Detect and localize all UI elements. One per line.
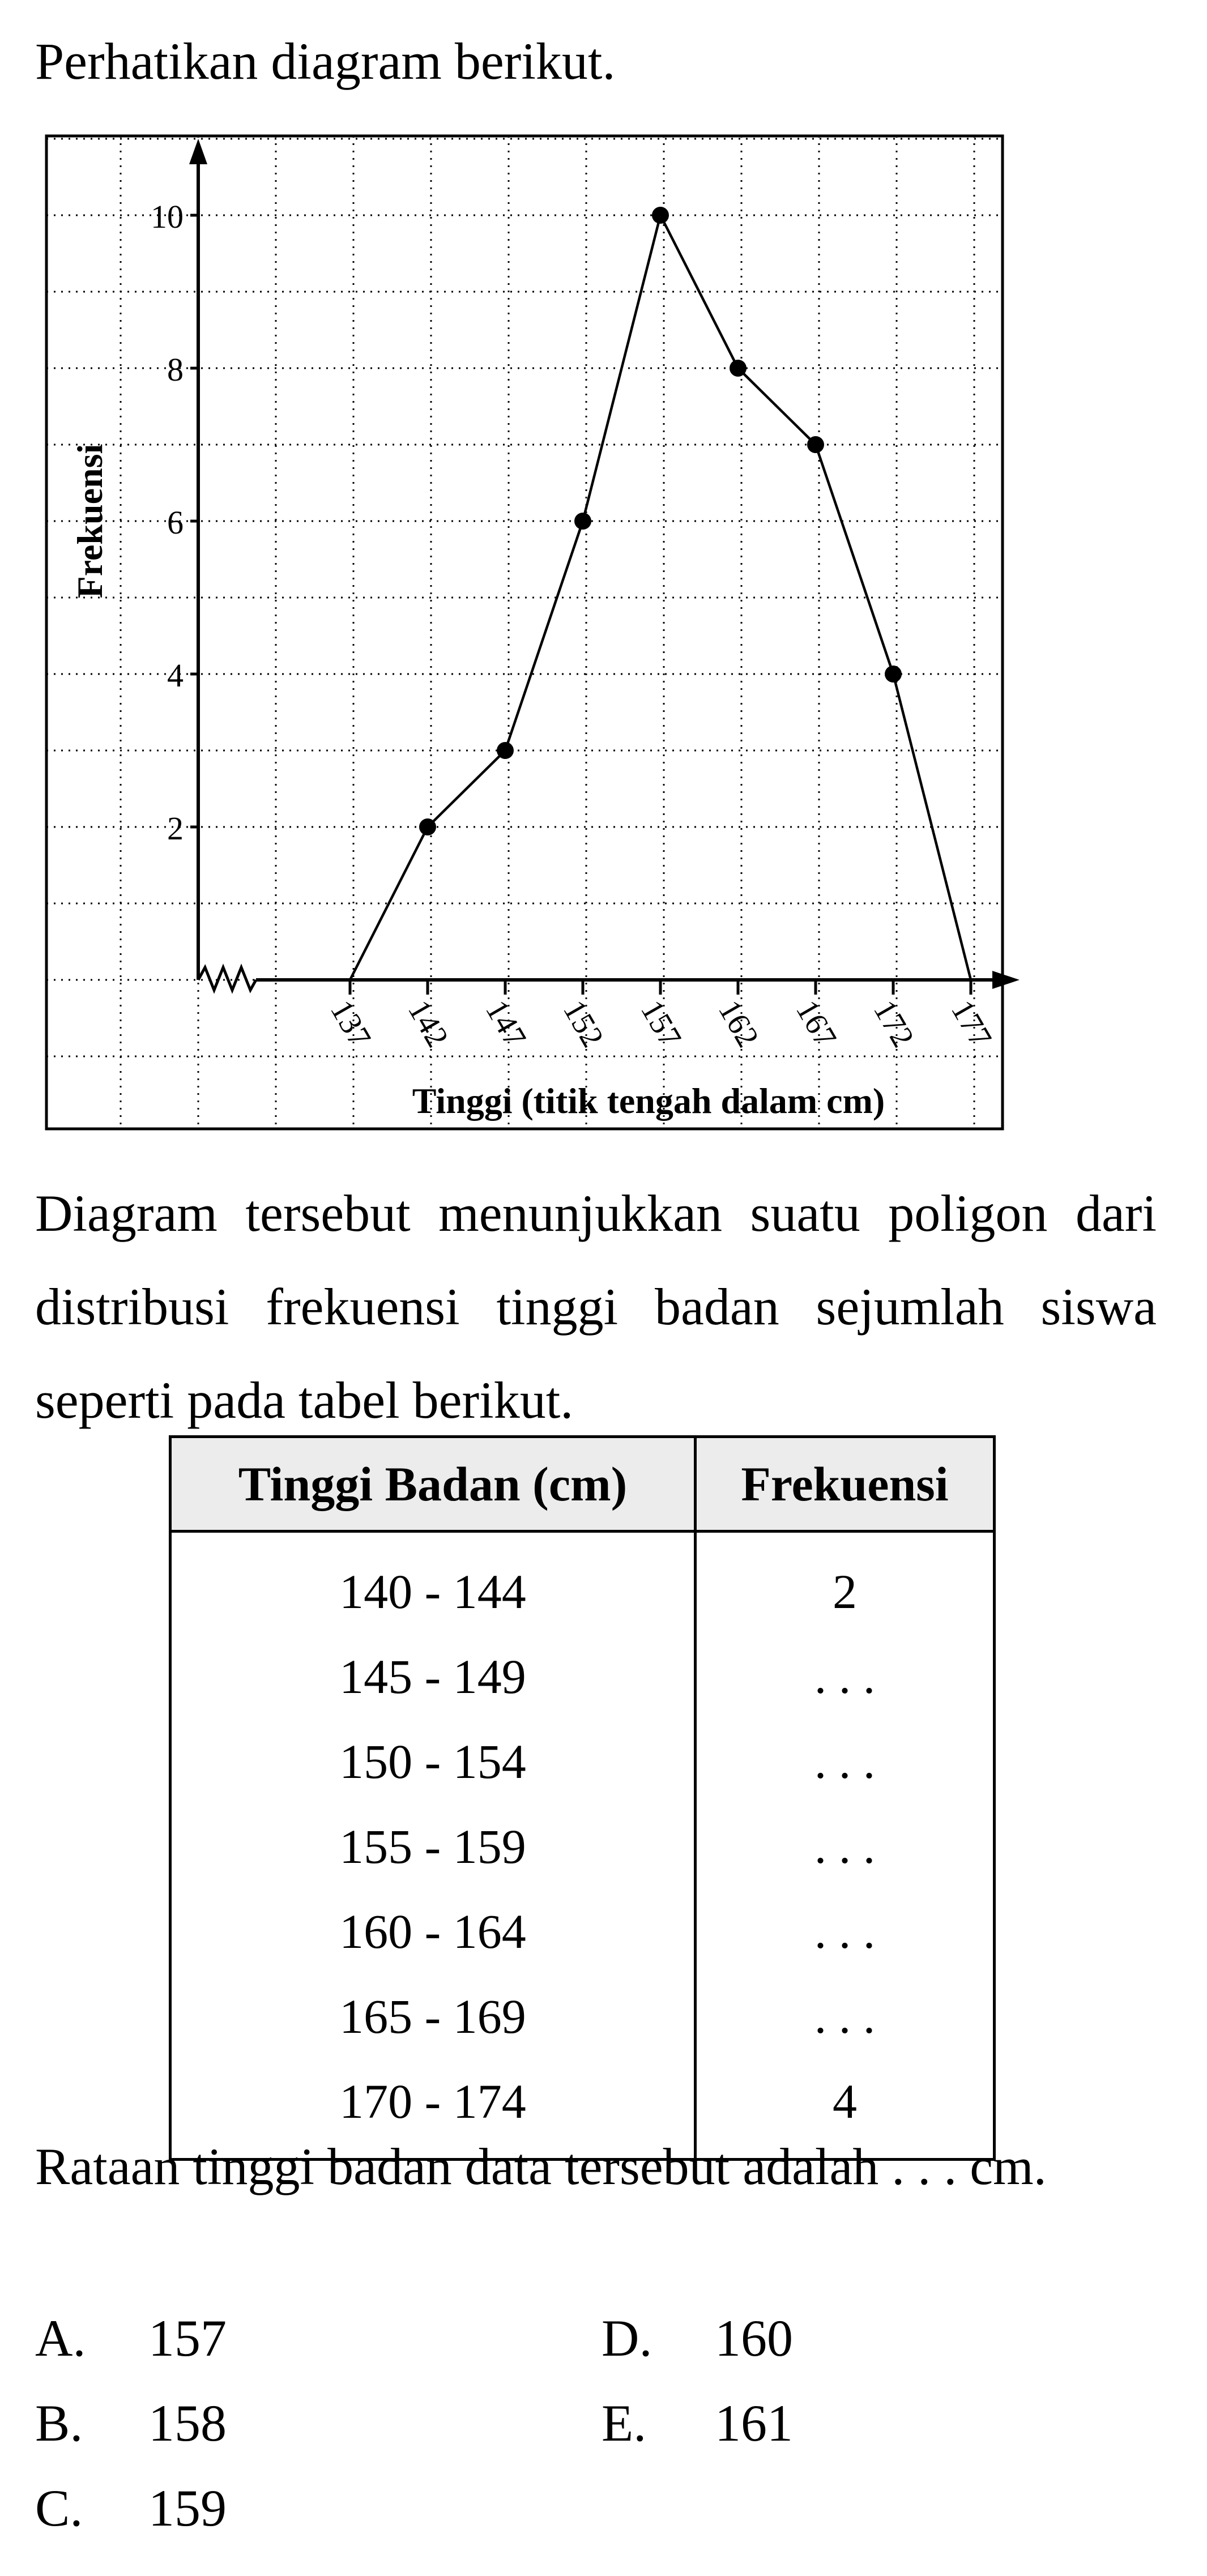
- x-axis-arrow: [992, 971, 1020, 989]
- series-line-segment: [816, 445, 893, 674]
- table-row: [170, 1719, 995, 1804]
- table-cell-frequency: 4: [696, 2059, 995, 2160]
- series-line-segment: [505, 521, 583, 750]
- data-point: [497, 742, 514, 759]
- table-cell-frequency: . . .: [696, 1719, 995, 1804]
- series-line-segment: [660, 215, 738, 368]
- data-point: [730, 360, 747, 377]
- table-cell-height: 150 - 154: [170, 1719, 696, 1804]
- description-text: Diagram tersebut menunjukkan suatu poligon dari distribusi frekuensi tinggi badan sejumlah siswa seperti pada tabel berikut.: [35, 1184, 1157, 1429]
- data-point: [807, 436, 824, 453]
- frequency-table: [169, 1435, 996, 2161]
- y-axis-arrow: [189, 139, 207, 164]
- x-tick-label: 147: [479, 994, 533, 1054]
- x-tick-label: 142: [401, 994, 455, 1054]
- option-d[interactable]: [602, 2309, 793, 2367]
- data-point: [652, 207, 669, 224]
- table-row: [170, 1804, 995, 1889]
- option-letter: D.: [602, 2309, 652, 2367]
- y-tick-label: 6: [167, 504, 184, 541]
- table-row: [170, 1974, 995, 2059]
- x-tick-label: 167: [789, 994, 843, 1054]
- x-tick-label: 152: [556, 994, 611, 1054]
- axis-break-symbol: [198, 967, 256, 990]
- option-letter: A.: [35, 2309, 86, 2367]
- option-value: 157: [148, 2309, 227, 2367]
- x-tick-label: 177: [944, 994, 999, 1054]
- y-tick-label: 2: [167, 810, 184, 847]
- table-cell-height: 140 - 144: [170, 1532, 696, 1635]
- table-cell-frequency: . . .: [696, 1804, 995, 1889]
- series-line-segment: [428, 750, 505, 827]
- option-value: 158: [148, 2394, 227, 2452]
- series-line-segment: [893, 674, 971, 980]
- x-tick-label: 162: [711, 994, 766, 1054]
- option-letter: B.: [35, 2394, 83, 2452]
- data-point: [419, 818, 436, 835]
- table-header-row: [170, 1437, 995, 1532]
- y-tick-label: 10: [151, 198, 184, 235]
- x-tick-label: 157: [634, 994, 688, 1054]
- table-row: [170, 1889, 995, 1974]
- x-tick-label: 172: [867, 994, 921, 1054]
- table-cell-height: 145 - 149: [170, 1634, 696, 1719]
- data-point: [885, 666, 902, 683]
- frequency-polygon-chart: [0, 0, 1207, 1133]
- table-cell-frequency: . . .: [696, 1889, 995, 1974]
- table-cell-height: 170 - 174: [170, 2059, 696, 2160]
- option-value: 159: [148, 2479, 227, 2537]
- option-b[interactable]: [35, 2394, 227, 2452]
- y-axis-label: Frekuensi: [70, 443, 110, 599]
- option-e[interactable]: [602, 2394, 793, 2452]
- table-cell-height: 155 - 159: [170, 1804, 696, 1889]
- table-cell-height: 165 - 169: [170, 1974, 696, 2059]
- x-axis-label: Tinggi (titik tengah dalam cm): [412, 1081, 885, 1121]
- table-header-frequency: Frekuensi: [696, 1437, 995, 1532]
- option-a[interactable]: [35, 2309, 227, 2367]
- series-line-segment: [738, 368, 816, 445]
- option-value: 160: [715, 2309, 793, 2367]
- table-cell-frequency: 2: [696, 1532, 995, 1635]
- table-row: [170, 1634, 995, 1719]
- intro-text: Perhatikan diagram berikut.: [35, 32, 616, 90]
- table-row: [170, 1532, 995, 1635]
- option-c[interactable]: [35, 2479, 227, 2537]
- table-header-height: Tinggi Badan (cm): [170, 1437, 696, 1532]
- table-cell-frequency: . . .: [696, 1634, 995, 1719]
- table-cell-frequency: . . .: [696, 1974, 995, 2059]
- option-value: 161: [715, 2394, 793, 2452]
- data-point: [574, 513, 591, 530]
- option-letter: C.: [35, 2479, 83, 2537]
- y-tick-label: 4: [167, 657, 184, 694]
- question-text: Rataan tinggi badan data tersebut adalah . . . cm.: [35, 2138, 1047, 2195]
- table-cell-height: 160 - 164: [170, 1889, 696, 1974]
- x-tick-label: 137: [323, 994, 378, 1054]
- series-line-segment: [583, 215, 660, 521]
- y-tick-label: 8: [167, 351, 184, 388]
- option-letter: E.: [602, 2394, 647, 2452]
